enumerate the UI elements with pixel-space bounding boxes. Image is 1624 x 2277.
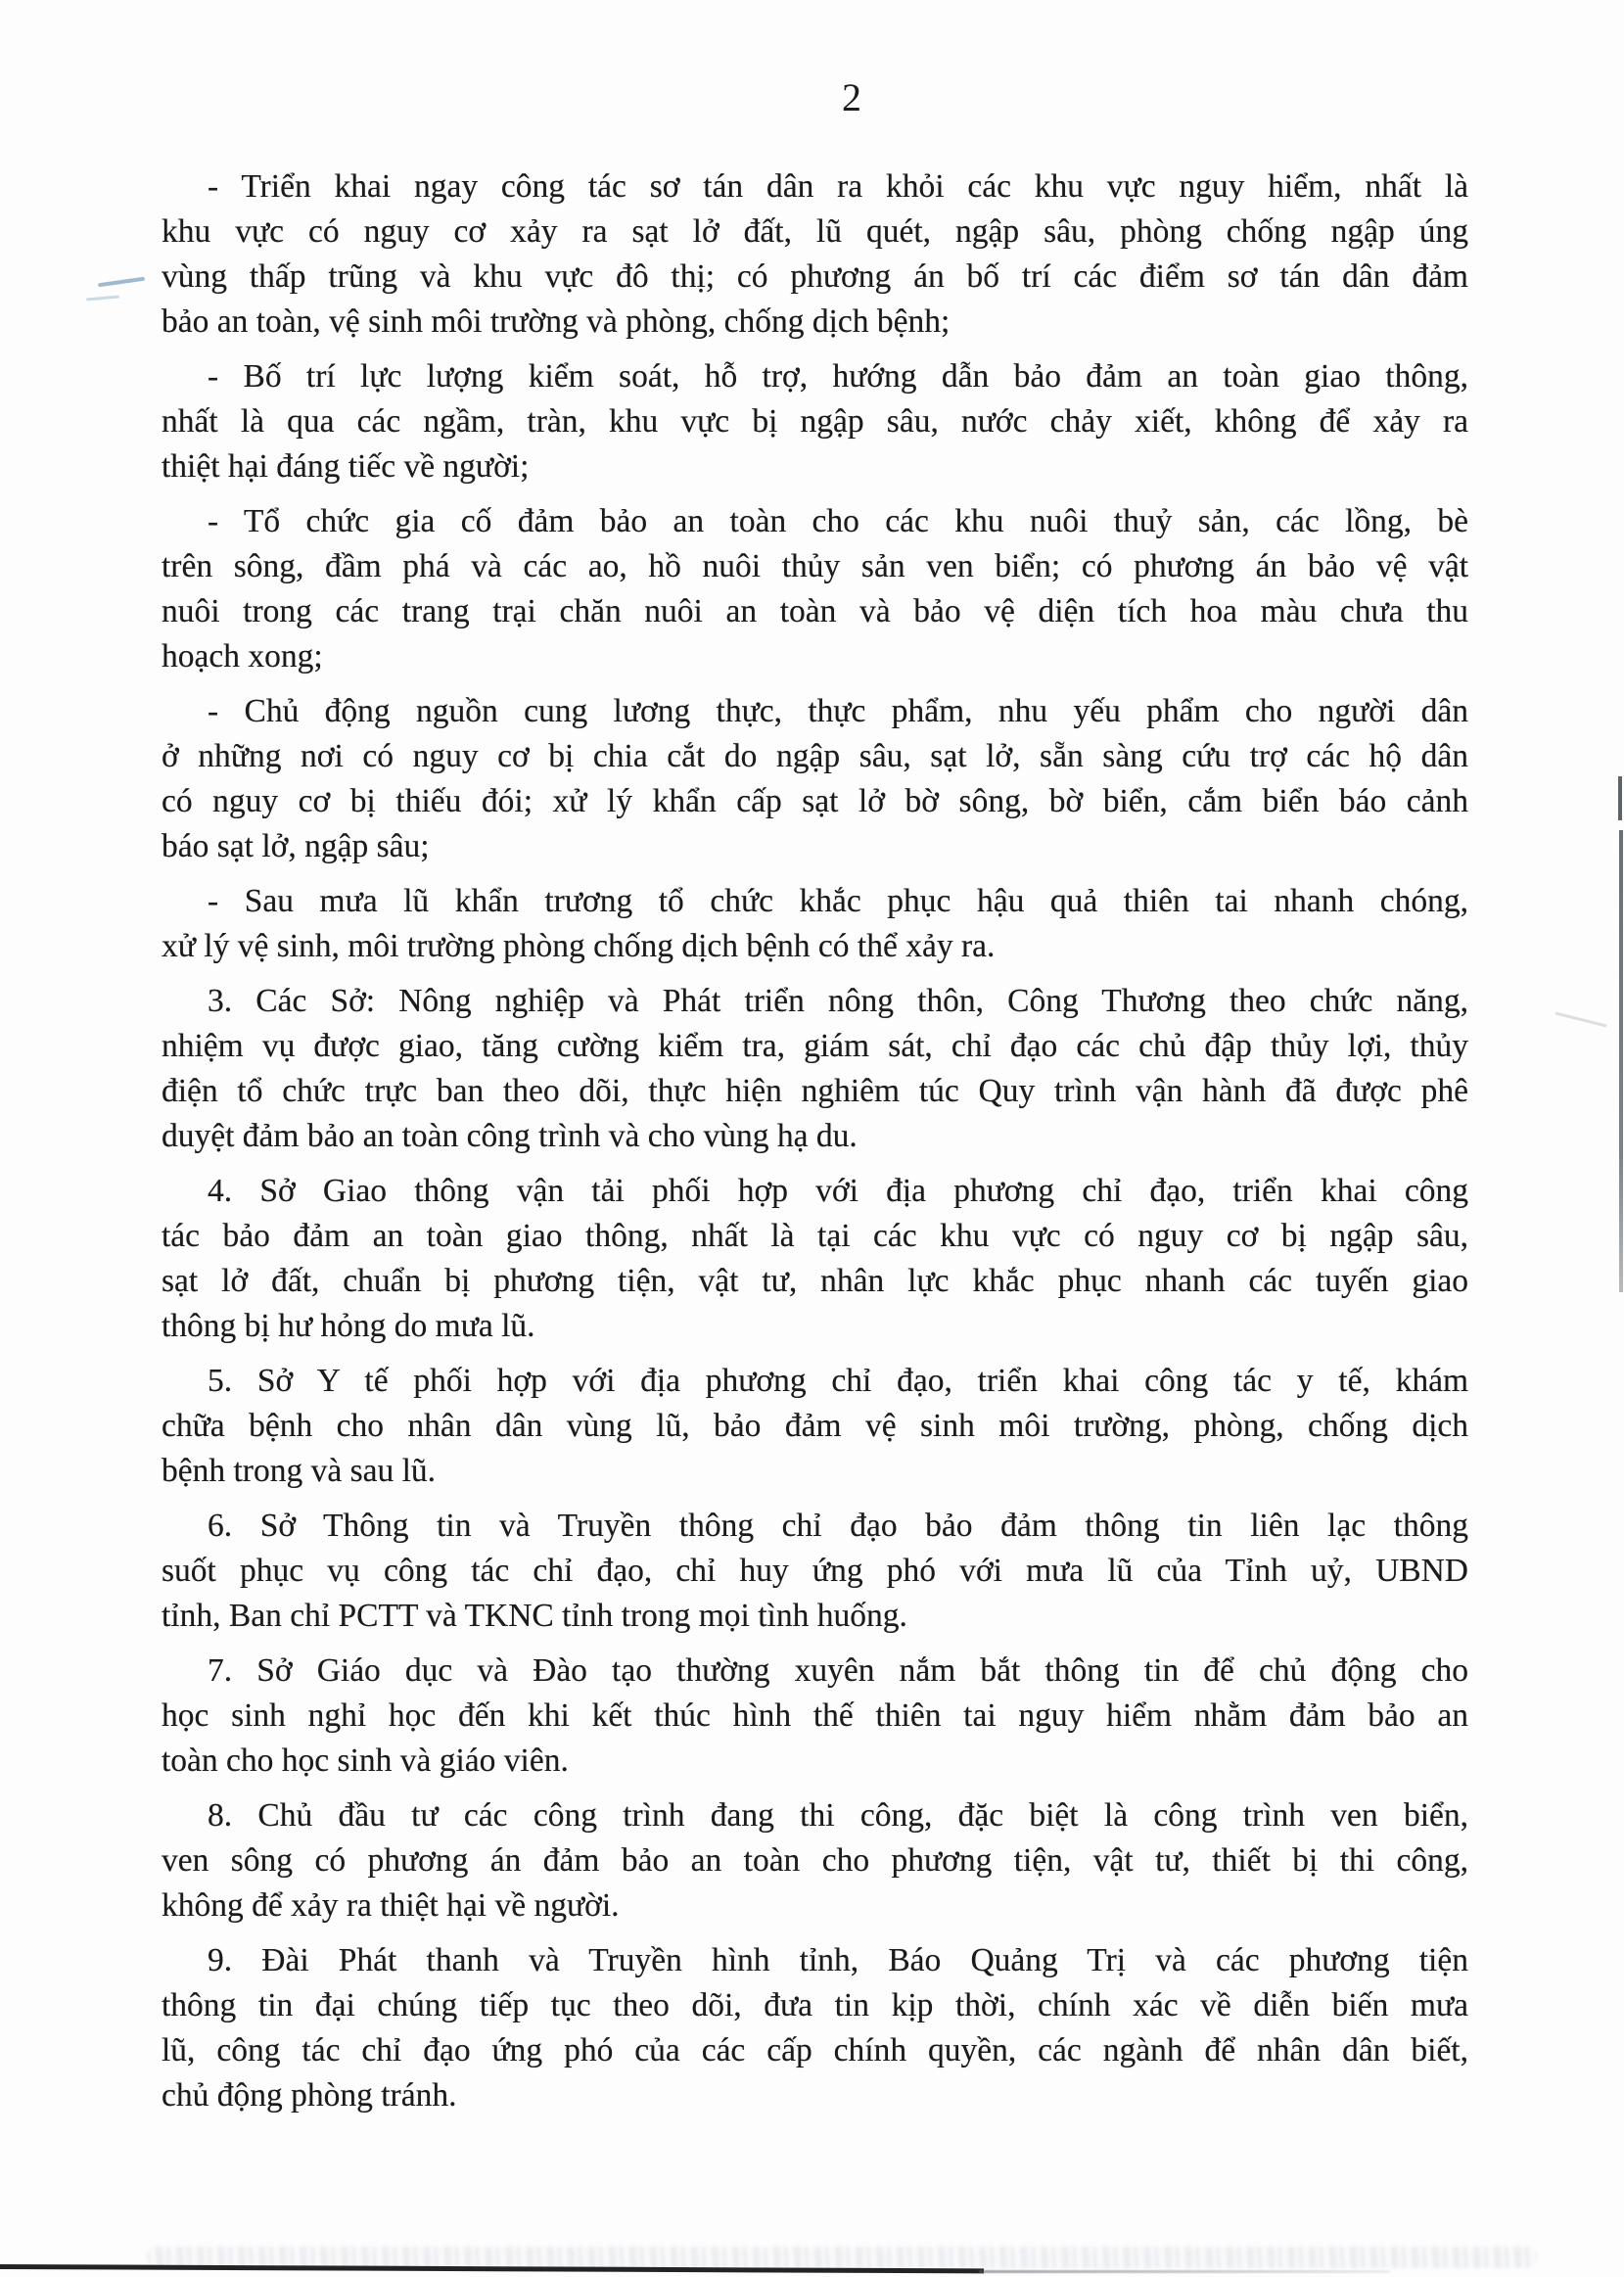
- scan-artifact-pencil-squiggle: [1554, 1012, 1606, 1028]
- text-line: 4. Sở Giao thông vận tải phối hợp với địa phương chỉ đạo, triển khai công: [208, 1173, 1468, 1209]
- scan-artifact-bottom-line-fade: [979, 2270, 1390, 2273]
- text-line: bảo an toàn, vệ sinh môi trường và phòng, chống dịch bệnh;: [162, 303, 951, 340]
- text-line: - Triển khai ngay công tác sơ tán dân ra khỏi các khu vực nguy hiểm, nhất là: [208, 168, 1468, 205]
- text-line: xử lý vệ sinh, môi trường phòng chống dịch bệnh có thể xảy ra.: [162, 928, 996, 964]
- text-line: duyệt đảm bảo an toàn công trình và cho vùng hạ du.: [162, 1118, 858, 1154]
- paragraph: [162, 1649, 1468, 1784]
- paragraph: [162, 354, 1468, 489]
- paragraph: [162, 979, 1468, 1159]
- text-line: nuôi trong các trang trại chăn nuôi an toàn và bảo vệ diện tích hoa màu chưa thu: [162, 593, 1468, 629]
- text-line: ven sông có phương án đảm bảo an toàn cho phương tiện, vật tư, thiết bị thi công,: [162, 1842, 1468, 1879]
- paragraph: [162, 164, 1468, 345]
- text-line: 7. Sở Giáo dục và Đào tạo thường xuyên nắm bắt thông tin để chủ động cho: [208, 1652, 1468, 1689]
- text-line: hoạch xong;: [162, 638, 323, 674]
- text-line: tác bảo đảm an toàn giao thông, nhất là tại các khu vực có nguy cơ bị ngập sâu,: [162, 1218, 1468, 1254]
- text-line: lũ, công tác chỉ đạo ứng phó của các cấp chính quyền, các ngành để nhân dân biết,: [162, 2032, 1468, 2068]
- paragraph: [162, 1169, 1468, 1349]
- text-line: bệnh trong và sau lũ.: [162, 1453, 437, 1489]
- text-line: vùng thấp trũng và khu vực đô thị; có phương án bố trí các điểm sơ tán dân đảm: [162, 258, 1468, 295]
- text-line: có nguy cơ bị thiếu đói; xử lý khẩn cấp sạt lở bờ sông, bờ biển, cắm biển báo cảnh: [162, 783, 1468, 819]
- text-line: thông tin đại chúng tiếp tục theo dõi, đưa tin kịp thời, chính xác về diễn biến mưa: [162, 1987, 1468, 2023]
- text-line: - Sau mưa lũ khẩn trương tổ chức khắc phục hậu quả thiên tai nhanh chóng,: [208, 883, 1468, 919]
- text-line: sạt lở đất, chuẩn bị phương tiện, vật tư, nhân lực khắc phục nhanh các tuyến giao: [162, 1263, 1468, 1299]
- text-line: nhiệm vụ được giao, tăng cường kiểm tra, giám sát, chỉ đạo các chủ đập thủy lợi, thủy: [162, 1028, 1468, 1064]
- paragraph: [162, 1938, 1468, 2118]
- text-line: 5. Sở Y tế phối hợp với địa phương chỉ đạo, triển khai công tác y tế, khám: [208, 1363, 1468, 1399]
- text-line: - Tổ chức gia cố đảm bảo an toàn cho các khu nuôi thuỷ sản, các lồng, bè: [208, 503, 1468, 539]
- text-line: suốt phục vụ công tác chỉ đạo, chỉ huy ứng phó với mưa lũ của Tỉnh uỷ, UBND: [162, 1553, 1468, 1589]
- text-line: 9. Đài Phát thanh và Truyền hình tỉnh, Báo Quảng Trị và các phương tiện: [208, 1942, 1468, 1978]
- page-number: 2: [842, 75, 861, 119]
- text-line: thiệt hại đáng tiếc về người;: [162, 448, 530, 485]
- scan-mark-pen-dash-1: [98, 277, 145, 288]
- text-line: không để xảy ra thiệt hại về người.: [162, 1887, 620, 1924]
- paragraph: [162, 1359, 1468, 1494]
- paragraph: [162, 499, 1468, 679]
- text-line: nhất là qua các ngầm, tràn, khu vực bị ngập sâu, nước chảy xiết, không để xảy ra: [162, 403, 1468, 440]
- text-line: chữa bệnh cho nhân dân vùng lũ, bảo đảm vệ sinh môi trường, phòng, chống dịch: [162, 1408, 1468, 1444]
- paragraph: [162, 879, 1468, 969]
- text-line: trên sông, đầm phá và các ao, hồ nuôi thủy sản ven biển; có phương án bảo vệ vật: [162, 548, 1468, 584]
- text-line: 8. Chủ đầu tư các công trình đang thi công, đặc biệt là công trình ven biển,: [208, 1797, 1468, 1834]
- text-line: chủ động phòng tránh.: [162, 2077, 457, 2114]
- text-line: - Bố trí lực lượng kiểm soát, hỗ trợ, hướng dẫn bảo đảm an toàn giao thông,: [208, 358, 1468, 395]
- text-line: ở những nơi có nguy cơ bị chia cắt do ngập sâu, sạt lở, sẵn sàng cứu trợ các hộ dân: [162, 738, 1468, 774]
- text-line: 3. Các Sở: Nông nghiệp và Phát triển nông thôn, Công Thương theo chức năng,: [208, 983, 1468, 1019]
- paragraph: [162, 1504, 1468, 1639]
- text-line: điện tổ chức trực ban theo dõi, thực hiện nghiêm túc Quy trình vận hành đã được phê: [162, 1073, 1468, 1109]
- text-line: toàn cho học sinh và giáo viên.: [162, 1743, 569, 1779]
- scan-artifact-right-edge-line-short: [1618, 776, 1622, 820]
- text-line: - Chủ động nguồn cung lương thực, thực phẩm, nhu yếu phẩm cho người dân: [208, 693, 1468, 729]
- document-body: [162, 164, 1468, 2128]
- text-line: thông bị hư hỏng do mưa lũ.: [162, 1308, 535, 1344]
- text-line: khu vực có nguy cơ xảy ra sạt lở đất, lũ quét, ngập sâu, phòng chống ngập úng: [162, 213, 1468, 250]
- paragraph: [162, 689, 1468, 869]
- paragraph: [162, 1793, 1468, 1928]
- text-line: học sinh nghỉ học đến khi kết thúc hình thế thiên tai nguy hiểm nhằm đảm bảo an: [162, 1697, 1468, 1734]
- scan-artifact-right-edge-line-long: [1619, 830, 1623, 1292]
- scan-mark-pen-dash-2: [86, 296, 119, 302]
- text-line: tỉnh, Ban chỉ PCTT và TKNC tỉnh trong mọi tình huống.: [162, 1598, 907, 1634]
- text-line: 6. Sở Thông tin và Truyền thông chỉ đạo bảo đảm thông tin liên lạc thông: [208, 1508, 1468, 1544]
- text-line: báo sạt lở, ngập sâu;: [162, 828, 430, 864]
